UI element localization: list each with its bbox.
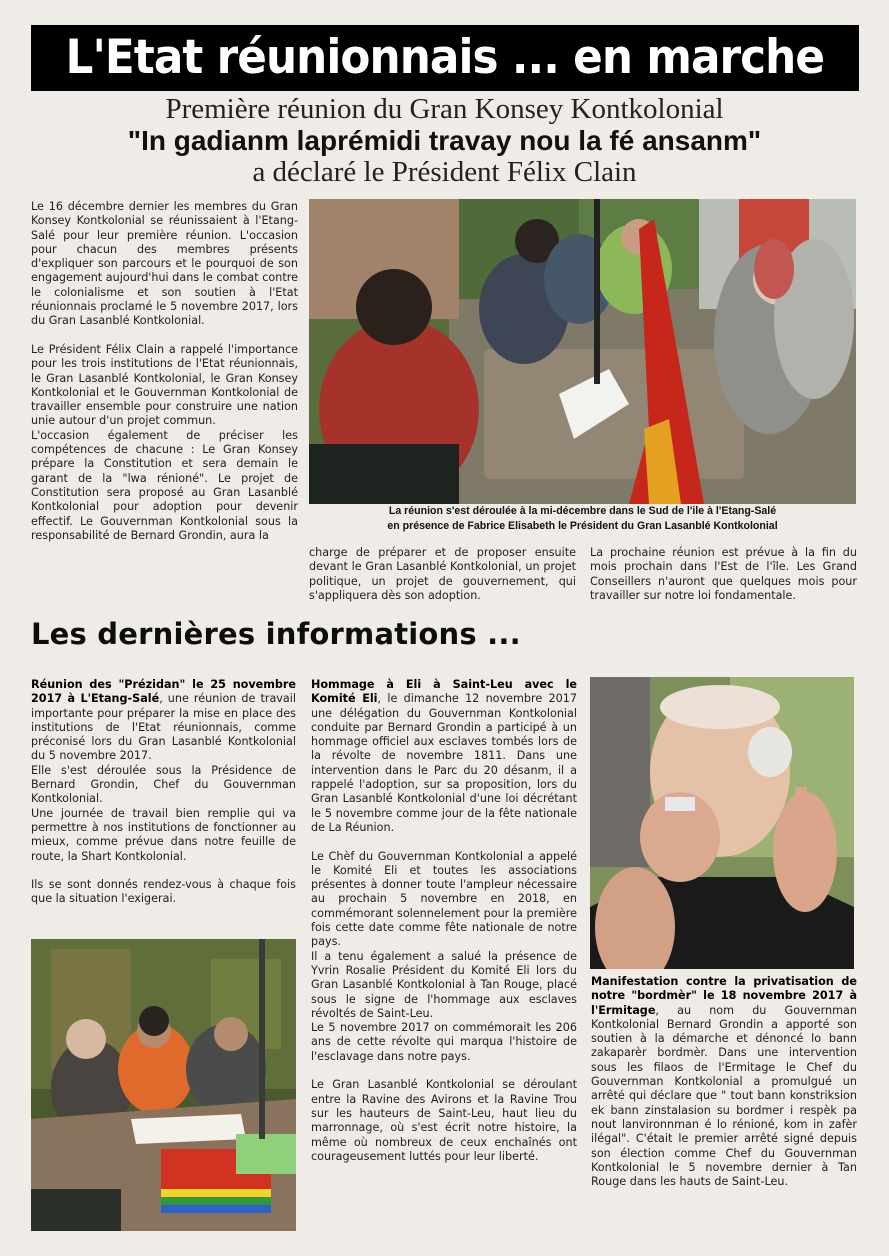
headline-line-1: Première réunion du Gran Konsey Kontkolonial — [165, 93, 724, 125]
news-item-heading: Hommage à Eli à Saint-Leu avec le Komité Eli — [311, 678, 577, 706]
news-item-lead: , au nom du Gouvernman Kontkolonial Bernard Grondin a apporté son soutien à la démarche et dénoncé lo bann zakaparèr bordmèr. Dans une intervention sous les filaos de l'Ermitage le Chef du Gouvernman Kontkolonial a promulgué un arrêté qui déclare que " tout bann konstriksion ek bann zinstalasion su bordmer i respèk pa nout lanvironnman é lo rénioné, kom in zafèr ilégal". C'était le premier arrêté signé depuis son élection comme Chef du Gouvernman Kontkolonial le 5 novembre dernier à Tan Rouge dans les hauts de Saint-Leu. — [591, 1003, 857, 1189]
meeting-photo — [309, 199, 856, 504]
news-item-paragraph: Le Chèf du Gouvernman Kontkolonial a appelé le Komité Eli et toutes les associations présentes à donner toute l'ampleur nécessaire au prochain 5 novembre en 2018, en commémorant solennelement pour la première fois cette date comme fête nationale de notre pays. — [311, 849, 577, 949]
news-item-paragraph: Une journée de travail bien remplie qui va permettre à nos institutions de fonctionner au mieux, comme prévue dans notre feuille de route, la Shart Kontkolonial. — [31, 806, 296, 863]
news-item-paragraph: Le 5 novembre 2017 on commémorait les 206 ans de cette révolte qui marqua l'histoire de l'esclavage dans notre pays. — [311, 1021, 577, 1063]
masthead-banner — [31, 25, 859, 91]
main-article-col-2 — [309, 546, 576, 603]
news-item-paragraph: Elle s'est déroulée sous la Présidence de Bernard Grondin, Chef du Gouvernman Kontkolonial. — [31, 763, 296, 806]
news-item-heading: Manifestation contre la privatisation de notre "bordmèr" le 18 novembre 2017 à l'Ermitage — [591, 975, 857, 1017]
ermitage-speaker-photo — [590, 677, 854, 969]
news-item-lead: , une réunion de travail importante pour préparer la mise en place des institutions de l'Etat réunionnais, comme préconisé lors du Gran Lasanblé Kontkolonial du 5 novembre 2017. — [31, 692, 296, 763]
caption-line-2: en présence de Fabrice Elisabeth le Président du Gran Lasanblé Kontkolonial — [387, 520, 778, 532]
news-item-lead: , le dimanche 12 novembre 2017 une délégation du Gouvernman Kontkolonial conduite par Bernard Grondin a participé à un hommage officiel aux esclaves tombés lors de la révolte de novembre 1811. Dans une intervention dans le Parc du 20 désanm, il a rappelé l'adoption, sur sa proposition, lors du Gran Lasanblé Kontkolonial d'une loi décrétant le 5 novembre comme jour de la fête nationale de La Réunion. — [311, 692, 577, 834]
headline-quote: "In gadianm laprémidi travay nou la fé ansanm" — [127, 125, 762, 156]
main-article-col-1 — [31, 200, 298, 543]
news-item-hommage-eli — [311, 678, 577, 1164]
news-item-paragraph: Ils se sont donnés rendez-vous à chaque fois que la situation l'exigerai. — [31, 878, 296, 906]
news-item-heading: Réunion des "Prézidan" le 25 novembre 2017 à L'Etang-Salé — [31, 678, 296, 706]
masthead-title: L'Etat réunionnais ... en marche — [65, 30, 825, 85]
news-item-paragraph: Il a tenu également a salué la présence de Yvrin Rosalie Président du Komité Eli lors du Gran Lasanblé Kontkolonial à Tan Rouge, placé sous le signe de l'hommage aux esclaves révoltés de Saint-Leu. — [311, 949, 577, 1020]
main-article-paragraph: L'occasion également de préciser les compétences de chacune : Le Gran Konsey prépare la Constitution et sera demain le garant de la "lwa rénioné". Le projet de Constitution sera proposé au Gran Lasanblé Kontkolonial pour adoption pour devenir effectif. Le Gouvernman Kontkolonial sous la responsabilité de Bernard Grondin, aura la — [31, 428, 298, 542]
prezidan-meeting-photo — [31, 939, 296, 1231]
meeting-photo-caption — [309, 504, 856, 534]
main-article-paragraph: charge de préparer et de proposer ensuite devant le Gran Lasanblé Kontkolonial, un projet politique, un projet de gouvernement, qui s'appliquera dès son adoption. — [309, 546, 576, 602]
main-article-paragraph: Le 16 décembre dernier les membres du Gran Konsey Kontkolonial se réunissaient à l'Etang-Salé pour leur première réunion. L'occasion pour chacun des membres présents d'expliquer son parcours et le pourquoi de son engagement aujourd'hui dans le combat contre le colonialisme et son soutien à l'Etat réunionnais proclamé le 5 novembre 2017, lors du Gran Lasanblé Kontkolonial. — [31, 200, 298, 328]
news-section-title: Les dernières informations ... — [31, 617, 521, 651]
prezidan-photo-illustration — [31, 939, 296, 1231]
speaker-photo-illustration — [590, 677, 854, 969]
meeting-photo-illustration — [309, 199, 856, 504]
news-item-bordmer — [591, 975, 857, 1189]
main-article-paragraph: Le Président Félix Clain a rappelé l'importance pour les trois institutions de l'Etat réunionnais, le Gran Lasanblé Kontkolonial, le Gran Konsey Kontkolonial et le Gouvernman Kontkolonial de travailler ensemble pour construire une nation unie autour d'un projet commun. — [31, 342, 298, 428]
news-item-prezidan — [31, 678, 296, 907]
main-article-paragraph: La prochaine réunion est prévue à la fin du mois prochain dans l'Est de l'île. Les Grand Conseillers n'auront que quelques mois pour travailler sur notre loi fondamentale. — [590, 546, 857, 602]
main-article-col-3 — [590, 546, 857, 603]
caption-line-1: La réunion s'est déroulée à la mi-décembre dans le Sud de l'ile à l'Etang-Salé — [388, 505, 777, 517]
headline-line-3: a déclaré le Président Félix Clain — [252, 156, 637, 188]
news-item-paragraph: Le Gran Lasanblé Kontkolonial se déroulant entre la Ravine des Avirons et la Ravine Trou sur les hauteurs de Saint-Leu, haut lieu du marronnage, où s'est écrit notre histoire, la même où nombreux de ceux enchaînés ont courageusement luttés pour leur liberté. — [311, 1078, 577, 1163]
